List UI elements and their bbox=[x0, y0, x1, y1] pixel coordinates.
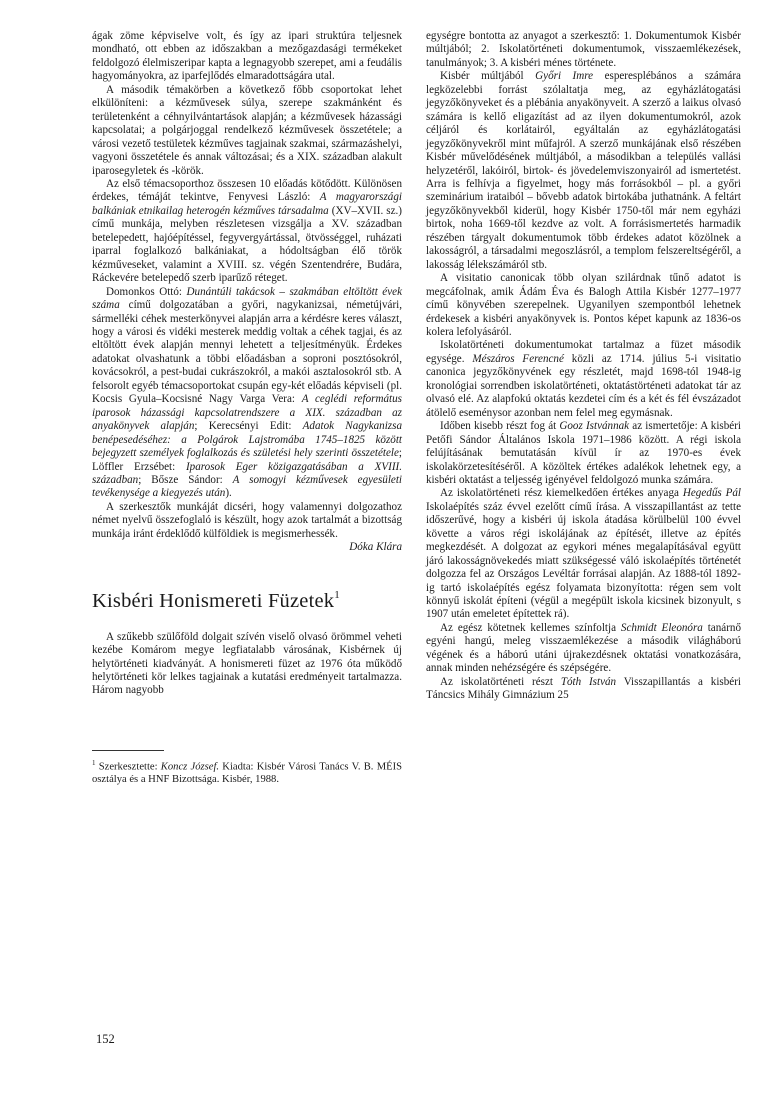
page-number: 152 bbox=[96, 1032, 115, 1046]
paragraph: egységre bontotta az anyagot a szerkesztő: 1. Dokumentumok Kisbér múltjából; 2. Iskolatörténeti dokumentumok, visszaemlékezések, tanulmányok; 3. A kisbéri ménes története. bbox=[426, 30, 741, 69]
paragraph: ágak zöme képviselve volt, és így az ipari struktúra teljesnek mondható, ott ebben az időszakban a mezőgazdasági termékeket feldolgozó élelmiszeripar kapta a legnagyobb szerepet, ami a feudális hagyományokra, az iparfejlődés elmaradottságára utal. bbox=[92, 30, 402, 83]
paragraph: A szűkebb szülőföld dolgait szívén viselő olvasó örömmel veheti kezébe Komárom megye legfiatalabb városának, Kisbérnek új helytörténeti kiadványát. A honismereti füzet az 1976 óta működő helytörténeti kör lelkes tagjainak a kutatási eredményeit tartalmazza. Három nagyobb bbox=[92, 630, 402, 697]
italic-title: A magyarországi balkániak etnikailag heterogén kézműves társadalma bbox=[92, 191, 402, 217]
italic-title: A somogyi kézművesek egyesületi tevékenysége a kiegyezés után bbox=[92, 473, 403, 500]
left-column bbox=[92, 30, 402, 786]
section-heading: Kisbéri Honismereti Füzetek$^1$ bbox=[92, 588, 340, 612]
paragraph: Kisbér múltjából Győri Imre esperesplébános a számára legközelebbi forrást szólaltatja meg, az egyházlátogatási jegyzőkönyveket és a plébánia anyakönyveit. A szerző a laikus olvasó számára is kellő eligazítást ad az ilyen dokumentumokról, azok céljáról és korlátairól, egyáltalán az egyházlátogatási jegyzőkönyvekről mint műfajról. A szerző munkájának első részében Kisbér művelődésének múltjából, a másodikban a település vallási helyzetéről, lakóiról, birtok- és jövedelemviszonyairól ad ismertetést. Arra is felhívja a figyelmet, hogy más forrásokból – pl. a győri szeminárium irataiból – bővebb adatok birtokába juthatnánk. A feltárt jegyzőkönyvekből kiderül, hogy Kisbér 1750-től már nem egyházi birtok, noha 1669-től kezdve az volt. A forrásismertetés harmadik részében tárgyalt dokumentumok több érdekes adatot közölnek a lakosságról, a társadalmi megoszlásról, a templom felszereltségéről, a lakosság lélekszámáról stb. bbox=[426, 70, 741, 271]
italic-name: Schmidt Eleonóra bbox=[620, 621, 703, 634]
paragraph: Iskolatörténeti dokumentumokat tartalmaz a füzet második egysége. Mészáros Ferencné közli az 1714. július 5-i visitatio canonica jegyzőkönyvének egy részletét, majd 1698-tól 1948-ig kronológiai sorrendben iskolatörténeti, oktatástörténeti adatokat tár az olvasó elé. Az alapfokú oktatás kezdetei cím és a két és fél évszázadot átölelő eseménysor azonban nem felel meg egymásnak. bbox=[426, 339, 741, 419]
italic-title: Iparosok Eger közigazgatásában a XVIII. században bbox=[92, 460, 402, 486]
footnote-ref: 1 bbox=[334, 588, 340, 601]
author-signature: Dóka Klára bbox=[349, 541, 402, 554]
paragraph: Az első témacsoporthoz összesen 10 előadás kötődött. Különösen érdekes, témáját tekintve, Fenyvesi László: A magyarországi balkániak etnikailag heterogén kézműves társadalma (XV–XVII. sz.) című munkája, melyben részletesen vizsgálja a XV. században betelepedett, hajóépítéssel, fegyvergyártással, ötvösséggel, ruházati iparral foglalkozó balkániakat, a hódoltságban élő török kézműveseket, valamint a XVIII. sz. végén Szentendrére, Budára, Ráckevére betelepedő szerb iparűző réteget. bbox=[92, 177, 402, 285]
italic-name: Győri Imre bbox=[535, 70, 594, 83]
paragraph: A szerkesztők munkáját dicséri, hogy valamennyi dolgozathoz német nyelvű összefoglaló is készült, hogy azok tartalmát a bizottság munkája iránt érdeklődő külföldiek is megismerhessék. bbox=[92, 500, 402, 540]
italic-title: Dunántúli takácsok – szakmában eltöltött évek száma bbox=[92, 285, 403, 312]
paragraph: Az egész kötetnek kellemes színfoltja Schmidt Eleonóra tanárnő egyéni hangú, meleg visszaemlékezése a második világháború végének és a háború utáni újrakezdésnek oktatási vonatkozására, annak minden nehézségére és szépségére. bbox=[426, 621, 741, 675]
paragraph: Időben kisebb részt fog át Gooz Istvánnak az ismertetője: A kisbéri Petőfi Sándor Általános Iskola 1971–1986 között. A régi iskola felújításának bemutatásán kívül ír az 1970-es évek iskolakörzetesítéséről. A közöltek értékes adalékok lehetnek egy, a kisbéri oktatást a teljesség igényével feldolgozó munka számára. bbox=[426, 420, 742, 486]
italic-title: Adatok Nagykanizsa benépesedéséhez: a Polgárok Lajstromába 1745–1825 között bejegyzett személyek foglalkozás és születési hely szerinti összetétele bbox=[92, 420, 402, 460]
italic-name: Gooz Istvánnak bbox=[559, 420, 630, 433]
footnote-divider bbox=[92, 750, 164, 751]
italic-name: Tóth István bbox=[560, 675, 617, 688]
paragraph: Az iskolatörténeti részt Tóth István Visszapillantás a kisbéri Táncsics Mihály Gimnázium 25 bbox=[426, 675, 741, 702]
paragraph: Az iskolatörténeti rész kiemelkedően értékes anyaga Hegedűs Pál Iskolaépítés száz évvel ezelőtt című írása. A visszapillantást az tette időszerűvé, hogy a kisbéri új iskola átadása körülbelül 100 évvel követte a város régi iskolájának az építését, illetve az építés megkezdését. A dolgozat az egykori ménes megalapításával együtt járó lakosságnövekedés miatt szükségessé váló iskolaépítés történetét dolgozza fel az Országos Levéltár forrásai alapján. Az 1888-tól 1892-ig tartó iskolaépítés egész folyamata bizonyította: régen sem volt könnyű iskolát építeni (végül a megépült iskola kicsinek bizonyult, s 1907 után emeletet építettek rá). bbox=[426, 487, 742, 621]
italic-name: Mészáros Ferencné bbox=[472, 352, 564, 365]
italic-name: Hegedűs Pál bbox=[682, 487, 742, 500]
paragraph: A visitatio canonicak több olyan szilárdnak tűnő adatot is megcáfolnak, amik Ádám Éva és Balogh Attila Kisbér 1277–1977 című könyvében szerepelnek. Ugyanilyen szempontból lehetnek érdekesek a kisbéri anyakönyvek is. Pontos képet kapunk az 1836-os kolera lefolyásáról. bbox=[426, 272, 741, 338]
italic-title: A ceglédi református iparosok házassági kapcsolatrendszere a XIX. században az anyakönyvek alapján bbox=[92, 393, 402, 433]
paragraph: Domonkos Ottó: Dunántúli takácsok – szakmában eltöltött évek száma című dolgozatában a győri, nagykanizsai, németújvári, sármelléki céhek mesterkönyvei alapján arra a kérdésre keres választ, hogy a városi és vidéki mesterek meddig voltak a céhek tagjai, és az eltöltött évek alapján mennyi lehetett a teljesítményük. Érdekes adatokat olvashatunk a többi előadásban a soproni posztósokról, kovácsokról, a pest-budai cukrászokról, a makói asztalosokról stb. A felsorolt egyéb témacsoportokat csupán egy-két előadás képviseli (pl. Kocsis Gyula–Kocsisné Nagy Varga Vera: A ceglédi református iparosok házassági kapcsolatrendszere a XIX. században az anyakönyvek alapján; Kerecsényi Edit: Adatok Nagykanizsa benépesedéséhez: a Polgárok Lajstromába 1745–1825 között bejegyzett személyek foglalkozás és születési hely szerinti összetétele; Löffler Erzsébet: Iparosok Eger közigazgatásában a XVIII. században; Bősze Sándor: A somogyi kézművesek egyesületi tevékenysége a kiegyezés után). bbox=[92, 285, 403, 500]
paragraph: A második témakörben a következő főbb csoportokat lehet elkülöníteni: a kézművesek súlya, szerepe szakmánként és területenként a céhnyilvántartások alapján; a kézművesek házassági kapcsolatai; a polgárjoggal rendelkező kézművesek összetétele; a városi vezető testületek kézműves tagjainak szakmai, származáshelyi, vagyoni összetétele és annak változásai; és a XIX. században alakult iparosegyletek és -körök. bbox=[92, 83, 402, 177]
footnote: $^1$ Szerkesztette: Koncz József. Kiadta: Kisbér Városi Tanács V. B. MÉIS osztálya és a HNF Bizottsága. Kisbér, 1988. bbox=[92, 758, 402, 786]
right-column bbox=[426, 30, 741, 703]
